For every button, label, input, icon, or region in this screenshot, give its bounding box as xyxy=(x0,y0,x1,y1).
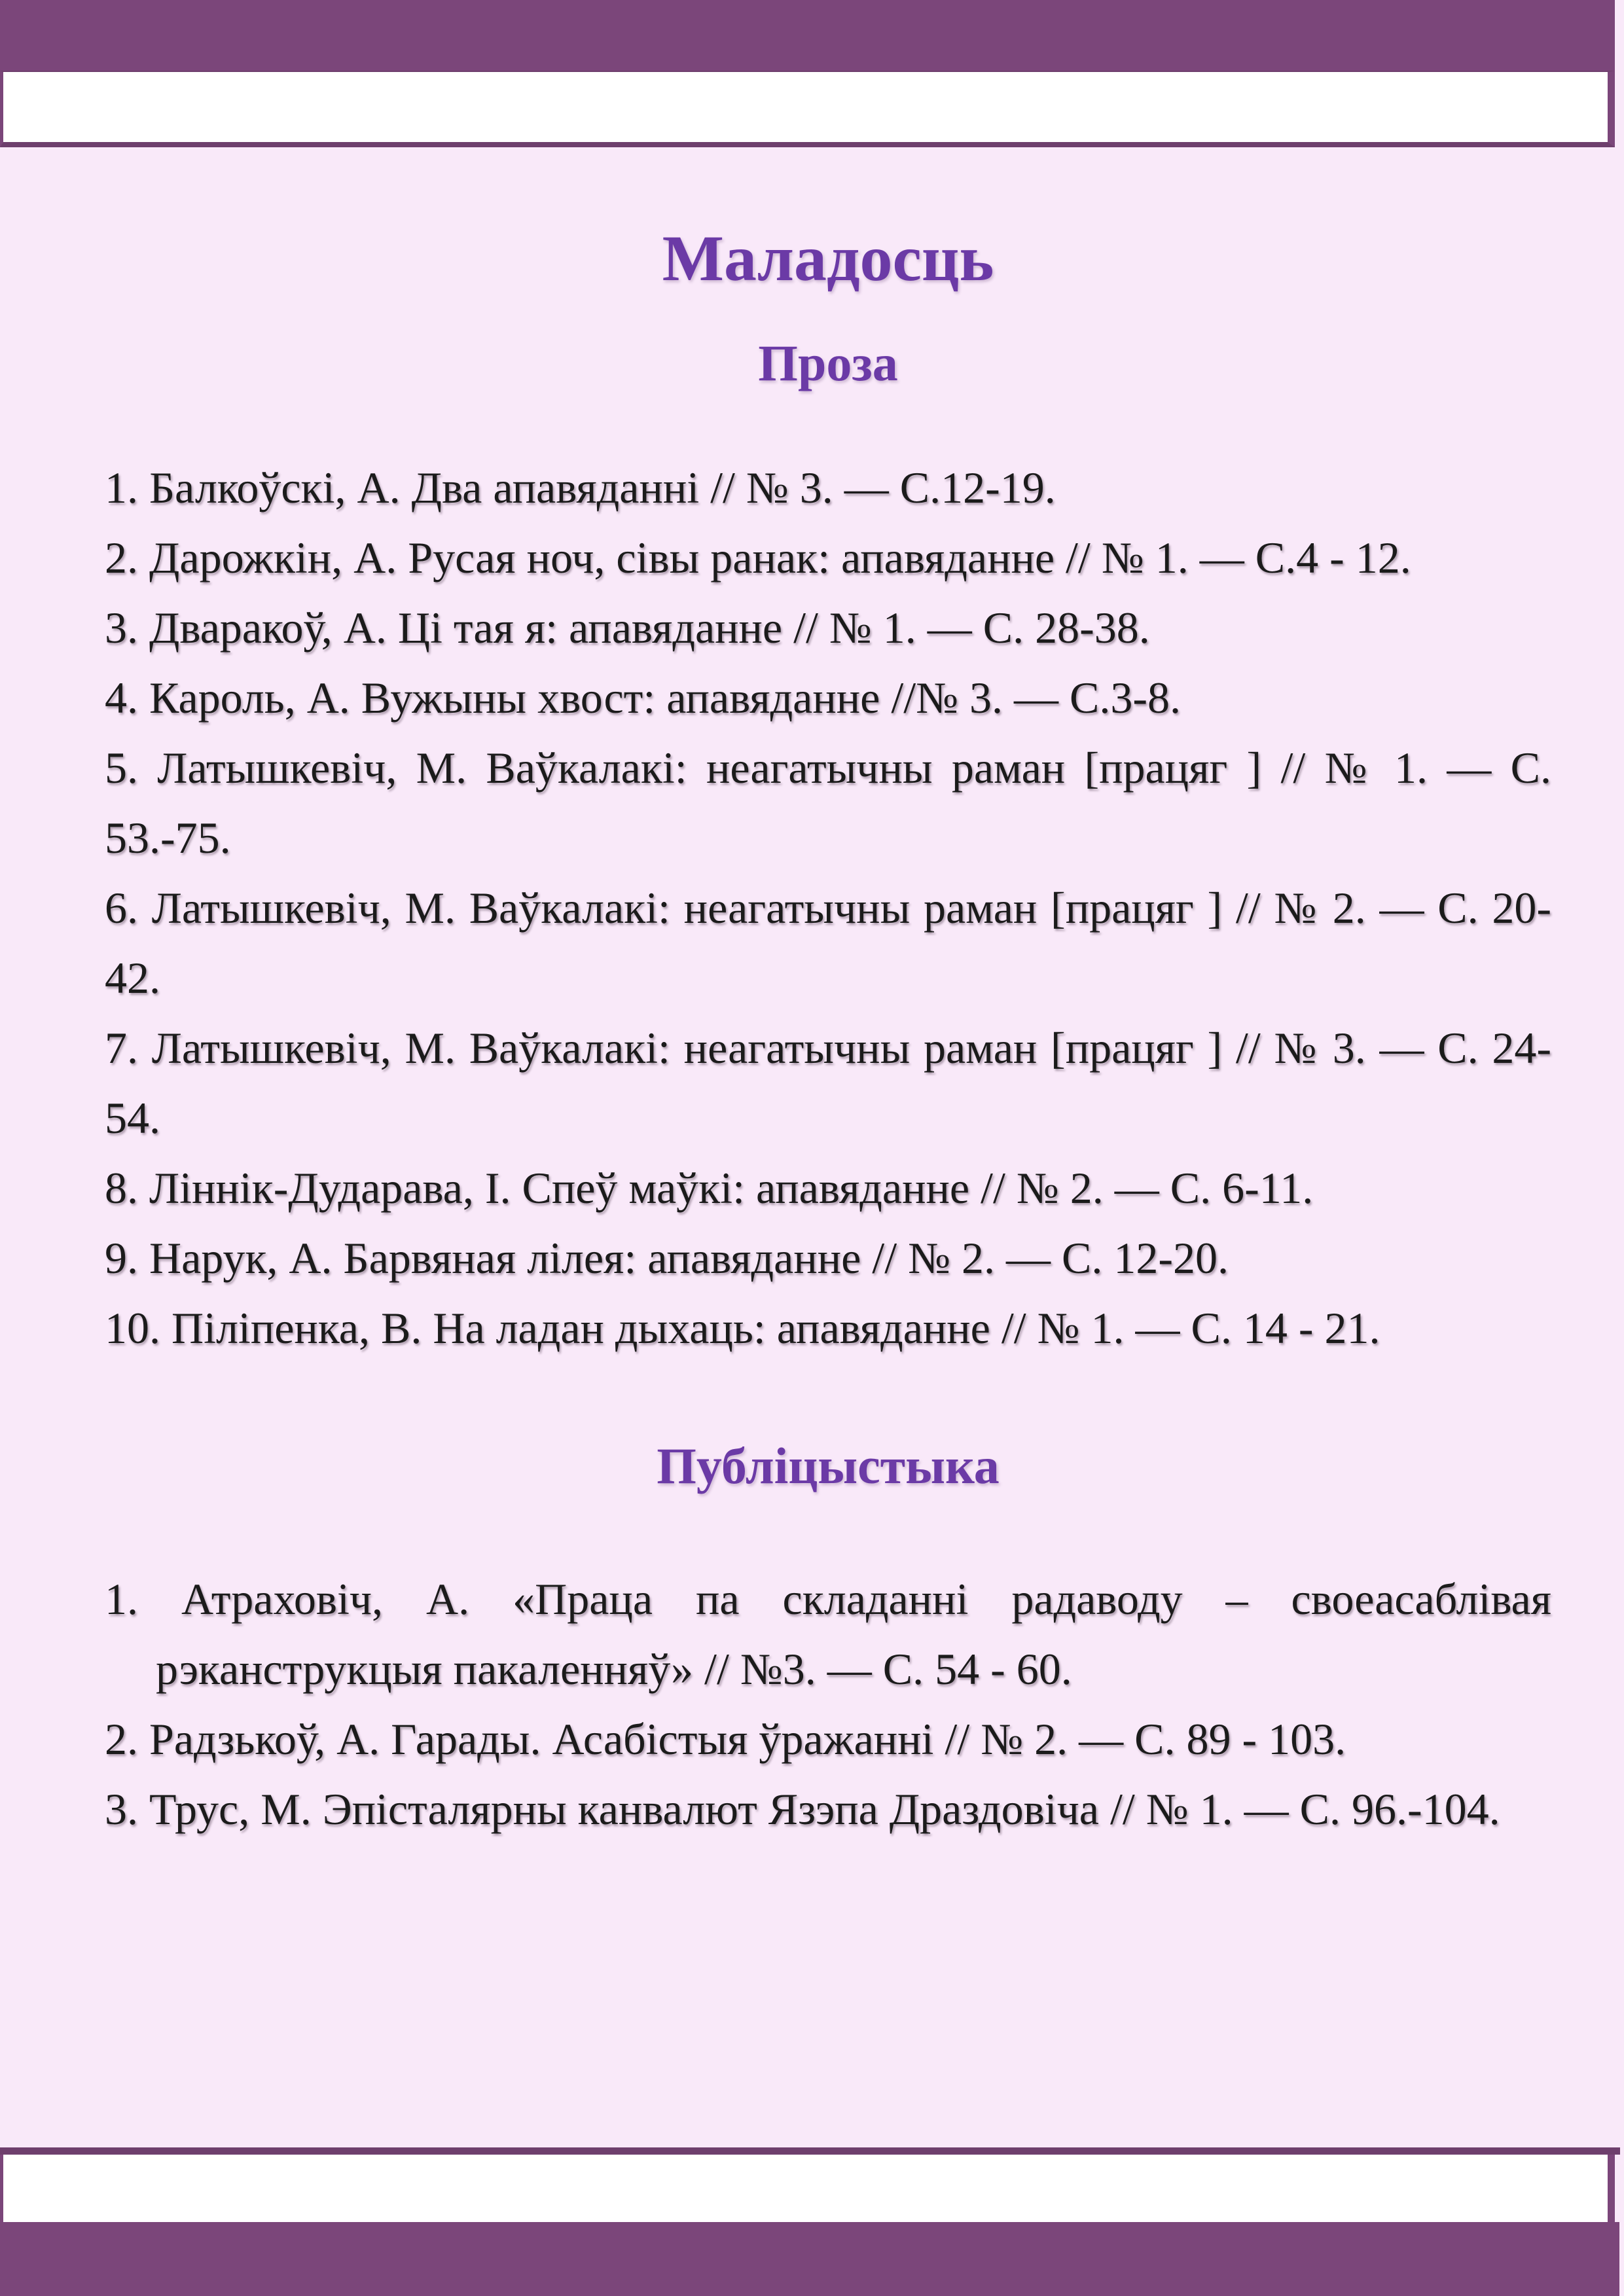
bottom-divider-line xyxy=(0,2147,1620,2155)
bibliography-entry: 2. Дарожкін, А. Русая ноч, сівы ранак: апавяданне // № 1. — С.4 - 12. xyxy=(105,533,1411,583)
bibliography-entry: 2. Радзькоў, А. Гарады. Асабістыя ўражанні // № 2. — С. 89 - 103. xyxy=(105,1714,1346,1764)
top-purple-band xyxy=(0,0,1615,71)
bibliography-entry: 8. Ліннік-Дударава, І. Спеў маўкі: апавяданне // № 2. — С. 6-11. xyxy=(105,1163,1314,1213)
page-title: Маладосць xyxy=(662,222,994,295)
bibliography-entry: 9. Нарук, А. Барвяная лілея: апавяданне // № 2. — С. 12-20. xyxy=(105,1233,1229,1283)
bibliography-list-publicystyka xyxy=(105,1564,1551,1844)
bibliography-entry: 4. Кароль, А. Вужыны хвост: апавяданне //№ 3. — С.3-8. xyxy=(105,673,1181,723)
bottom-purple-band xyxy=(0,2222,1619,2296)
bibliography-entry: 3. Трус, М. Эпісталярны канвалют Язэпа Драздовіча // № 1. — С. 96.-104. xyxy=(105,1784,1500,1834)
section-publicystyka xyxy=(105,1437,1551,1844)
bibliography-list-proza xyxy=(105,453,1551,1363)
bibliography-entry: 6. Латышкевіч, М. Ваўкалакі: неагатычны раман [працяг ] // № 2. — С. 20-42. xyxy=(105,883,1551,1003)
section-heading-publicystyka: Публіцыстыка xyxy=(657,1437,1000,1494)
bibliography-entry: 1. Атраховіч, А. «Праца па складанні радаводу – своеасаблівая рэканструкцыя пакаленняў» // №3. — С. 54 - 60. xyxy=(105,1574,1551,1694)
bibliography-entry: 3. Дваракоў, А. Ці тая я: апавяданне // № 1. — С. 28-38. xyxy=(105,603,1150,653)
section-heading-proza: Проза xyxy=(758,334,898,391)
bibliography-entry: 10. Піліпенка, В. На ладан дыхаць: апавяданне // № 1. — С. 14 - 21. xyxy=(105,1303,1380,1353)
bibliography-entry: 1. Балкоўскі, А. Два апавяданні // № 3. — С.12-19. xyxy=(105,463,1056,512)
bottom-white-band xyxy=(0,2155,1615,2222)
bibliography-entry: 5. Латышкевіч, М. Ваўкалакі: неагатычны раман [працяг ] // № 1. — С. 53.-75. xyxy=(105,743,1551,863)
section-proza xyxy=(105,334,1551,1363)
page-body xyxy=(0,147,1624,2147)
top-white-band xyxy=(0,71,1615,147)
bibliography-entry: 7. Латышкевіч, М. Ваўкалакі: неагатычны раман [працяг ] // № 3. — С. 24-54. xyxy=(105,1023,1551,1143)
